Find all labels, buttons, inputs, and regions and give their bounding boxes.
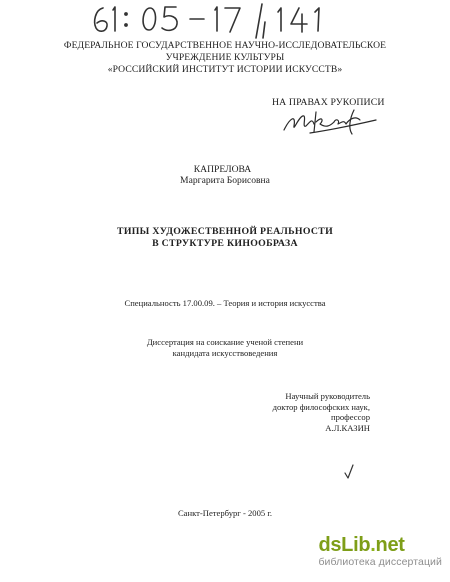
handwritten-archive-number xyxy=(0,0,450,40)
author-name: Маргарита Борисовна xyxy=(180,175,270,186)
watermark-subtitle: библиотека диссертаций xyxy=(318,556,442,568)
dslib-logo xyxy=(318,535,442,555)
institution-line-2: УЧРЕЖДЕНИЕ КУЛЬТУРЫ xyxy=(165,52,285,63)
author-surname: КАПРЕЛОВА xyxy=(193,164,252,175)
handwritten-check-mark xyxy=(343,463,355,481)
logo-tld: net xyxy=(375,534,405,556)
logo-main: dsLib xyxy=(318,534,371,556)
dslib-watermark xyxy=(318,535,442,568)
specialty-line: Специальность 17.00.09. – Теория и история искусства xyxy=(124,298,326,308)
city-year: Санкт-Петербург - 2005 г. xyxy=(177,508,273,518)
author-signature xyxy=(280,106,380,140)
rights-label: НА ПРАВАХ РУКОПИСИ xyxy=(272,97,385,108)
supervisor-block xyxy=(273,391,370,433)
institution-line-3: «РОССИЙСКИЙ ИНСТИТУТ ИСТОРИИ ИСКУССТВ» xyxy=(107,64,343,75)
institution-header xyxy=(0,40,450,76)
supervisor-line-3: профессор xyxy=(330,412,370,422)
title-line-1: ТИПЫ ХУДОЖЕСТВЕННОЙ РЕАЛЬНОСТИ xyxy=(116,226,334,237)
degree-statement xyxy=(0,337,450,358)
institution-line-1: ФЕДЕРАЛЬНОЕ ГОСУДАРСТВЕННОЕ НАУЧНО-ИССЛЕДОВАТЕЛЬСКОЕ xyxy=(63,40,387,51)
author-block xyxy=(0,164,450,186)
dissertation-title xyxy=(0,226,450,250)
title-line-2: В СТРУКТУРЕ КИНООБРАЗА xyxy=(152,238,298,249)
supervisor-line-4: А.Л.КАЗИН xyxy=(325,422,370,433)
logo-dot: . xyxy=(370,534,376,556)
supervisor-line-2: доктор философских наук, xyxy=(272,401,370,412)
degree-line-1: Диссертация на соискание ученой степени xyxy=(146,337,304,347)
supervisor-line-1: Научный руководитель xyxy=(285,391,370,401)
degree-line-2: кандидата искусствоведения xyxy=(172,347,278,358)
